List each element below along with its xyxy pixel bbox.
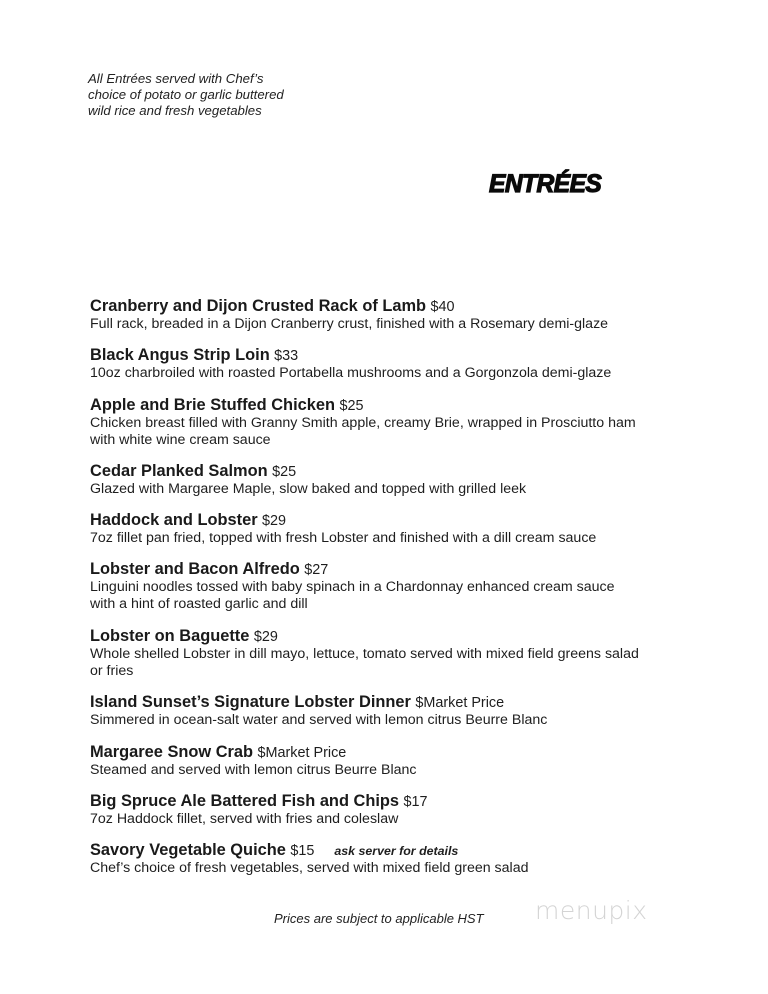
item-description (90, 712, 710, 729)
item-price: $25 (272, 464, 297, 480)
item-description (90, 316, 710, 333)
item-name: Savory Vegetable Quiche (90, 841, 286, 859)
item-name: Lobster on Baguette (90, 627, 250, 645)
intro-note-line: wild rice and fresh vegetables (88, 103, 262, 118)
footer-note: Prices are subject to applicable HST (274, 911, 484, 926)
item-name: Haddock and Lobster (90, 511, 258, 529)
intro-note (88, 71, 328, 119)
item-price: $29 (262, 513, 287, 529)
menu-item (90, 840, 710, 880)
menu-item (90, 345, 710, 395)
item-description-line: with a hint of roasted garlic and dill (90, 596, 308, 612)
page-title: ENTRÉES (489, 170, 602, 198)
menu-item (90, 791, 710, 840)
item-price: $17 (403, 794, 428, 810)
item-description-line: Chef’s choice of fresh vegetables, served with mixed field green salad (90, 860, 529, 876)
item-name: Margaree Snow Crab (90, 743, 254, 761)
item-description-line: Glazed with Margaree Maple, slow baked and topped with grilled leek (90, 481, 527, 497)
menu-item (90, 461, 710, 510)
item-name: Big Spruce Ale Battered Fish and Chips (90, 792, 400, 810)
item-note: ask server for details (334, 844, 459, 858)
item-description (90, 860, 710, 877)
item-price: $27 (304, 562, 329, 578)
item-price: $40 (430, 299, 455, 315)
item-price: $Market Price (257, 745, 347, 761)
item-name: Island Sunset’s Signature Lobster Dinner (90, 693, 411, 711)
item-price: $25 (339, 398, 364, 414)
item-description-line: Steamed and served with lemon citrus Beurre Blanc (90, 762, 417, 778)
item-description (90, 579, 710, 613)
menu-item (90, 296, 710, 345)
item-description-line: 7oz Haddock fillet, served with fries and coleslaw (90, 811, 399, 827)
item-description (90, 481, 710, 498)
menu-list (90, 296, 710, 880)
item-name: Cranberry and Dijon Crusted Rack of Lamb (90, 297, 427, 315)
item-description (90, 415, 710, 449)
menu-item (90, 626, 710, 692)
menu-item (90, 510, 710, 559)
menu-item (90, 742, 710, 791)
menu-item (90, 559, 710, 626)
item-description-line: 7oz fillet pan fried, topped with fresh Lobster and finished with a dill cream sauce (90, 530, 597, 546)
item-name: Apple and Brie Stuffed Chicken (90, 396, 335, 414)
item-description-line: Simmered in ocean-salt water and served with lemon citrus Beurre Blanc (90, 712, 548, 728)
intro-note-line: All Entrées served with Chef’s (88, 71, 264, 86)
item-description (90, 646, 710, 680)
item-description (90, 811, 710, 828)
item-description-line: Chicken breast filled with Granny Smith apple, creamy Brie, wrapped in Prosciutto ham (90, 415, 636, 431)
item-description-line: or fries (90, 663, 134, 679)
menu-item (90, 395, 710, 461)
item-price: $Market Price (415, 695, 505, 711)
intro-note-line: choice of potato or garlic buttered (88, 87, 284, 102)
item-name: Cedar Planked Salmon (90, 462, 268, 480)
item-description-line: 10oz charbroiled with roasted Portabella mushrooms and a Gorgonzola demi-glaze (90, 365, 612, 381)
item-description (90, 365, 710, 382)
item-price: $15 (290, 843, 315, 859)
item-price: $29 (253, 629, 278, 645)
item-name: Black Angus Strip Loin (90, 346, 270, 364)
item-description (90, 530, 710, 547)
item-description-line: Linguini noodles tossed with baby spinach in a Chardonnay enhanced cream sauce (90, 579, 615, 595)
menu-item (90, 692, 710, 742)
item-description-line: Full rack, breaded in a Dijon Cranberry crust, finished with a Rosemary demi-glaze (90, 316, 609, 332)
item-name: Lobster and Bacon Alfredo (90, 560, 300, 578)
item-description-line: Whole shelled Lobster in dill mayo, lettuce, tomato served with mixed field greens salad (90, 646, 639, 662)
watermark: menupix (535, 896, 648, 925)
item-price: $33 (274, 348, 299, 364)
item-description-line: with white wine cream sauce (90, 432, 271, 448)
item-description (90, 762, 710, 779)
